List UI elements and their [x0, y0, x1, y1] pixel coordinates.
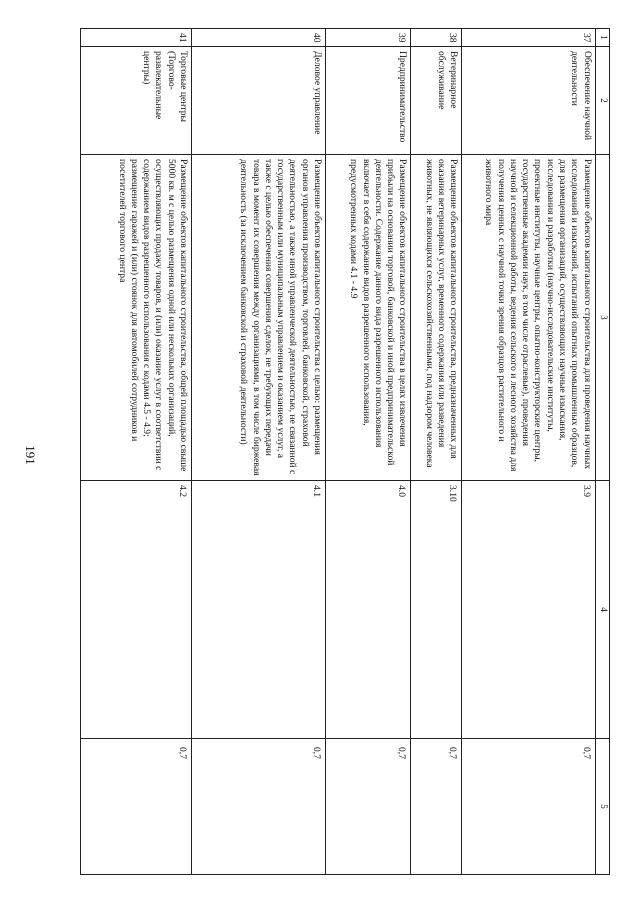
table-row [411, 29, 462, 875]
table-header-row [595, 29, 609, 875]
use-type-name: Обеспечение научной деятельности [462, 47, 595, 155]
use-type-name: Предпринимательство [325, 47, 410, 155]
coefficient-value: 0,7 [81, 739, 192, 875]
use-type-code: 3.9 [462, 481, 595, 739]
coefficient-value: 0,7 [411, 739, 462, 875]
table-row [81, 29, 192, 875]
page-number: 191 [23, 445, 38, 465]
use-type-code: 4.0 [325, 481, 410, 739]
column-number-header: 1 [595, 29, 609, 47]
land-use-table [80, 28, 610, 875]
use-type-description: Размещение объектов капитального строительства для проведения научных исследований и изысканий, испытаний опытных промышленных образцов, для размещения организаций, осуществляющих научные изыскания, исследования и разработки (научно-исследовательские институты, проектные институты, научные центры, опытно-конструкторские центры, государственные академии наук, в том числе отраслевые), проведения научной и селекционной работы, ведения сельского и лесного хозяйства для получения ценных с научной точки зрения образцов растительного и животного мира [462, 155, 595, 481]
coefficient-value: 0,7 [191, 739, 325, 875]
use-type-description: Размещение объектов капитального строительства с целью: размещения органов управления производством, торговлей, банковской, страховой деятельностью, а также иной управленческой деятельностью, не связанной с государственным или муниципальным управлением и оказанием услуг, а также с целью обеспечения совершения сделок, не требующих передачи товара в момент их совершения между организациями, в том числе биржевая деятельность (за исключением банковской и страховой деятельности) [191, 155, 325, 481]
use-type-name: Торговые центры (Торгово-развлекательные центры) [81, 47, 192, 155]
row-number: 38 [411, 29, 462, 47]
table-row [191, 29, 325, 875]
use-type-code: 3.10 [411, 481, 462, 739]
coefficient-value: 0,7 [462, 739, 595, 875]
use-type-name: Деловое управление [191, 47, 325, 155]
use-type-name: Ветеринарное обслуживание [411, 47, 462, 155]
column-number-header: 2 [595, 47, 609, 155]
use-type-description: Размещение объектов капитального строительства, общей площадью свыше 5000 кв. м с целью размещения одной или нескольких организаций, осуществляющих продажу товаров, и (или) оказание услуг в соответствии с содержанием видов разрешенного использования с кодами 4.5 - 4.9; размещение гаражей и (или) стоянок для автомобилей сотрудников и посетителей торгового центра [81, 155, 192, 481]
row-number: 37 [462, 29, 595, 47]
column-number-header: 4 [595, 481, 609, 739]
use-type-code: 4.1 [191, 481, 325, 739]
table-row [325, 29, 410, 875]
use-type-code: 4.2 [81, 481, 192, 739]
column-number-header: 5 [595, 739, 609, 875]
row-number: 39 [325, 29, 410, 47]
column-number-header: 3 [595, 155, 609, 481]
row-number: 41 [81, 29, 192, 47]
row-number: 40 [191, 29, 325, 47]
use-type-description: Размещение объектов капитального строительства в целях извлечения прибыли на основании торговой, банковской и иной предпринимательской деятельности. Содержание данного вида разрешенного использования включает в себя содержание видов разрешенного использования, предусмотренных кодами 4.1 - 4.9 [325, 155, 410, 481]
use-type-description: Размещение объектов капитального строительства, предназначенных для оказания ветеринарных услуг, временного содержания или разведения животных, не являющихся сельскохозяйственными, под надзором человека [411, 155, 462, 481]
rotated-table-wrapper [80, 28, 610, 874]
table-row [462, 29, 595, 875]
coefficient-value: 0,7 [325, 739, 410, 875]
